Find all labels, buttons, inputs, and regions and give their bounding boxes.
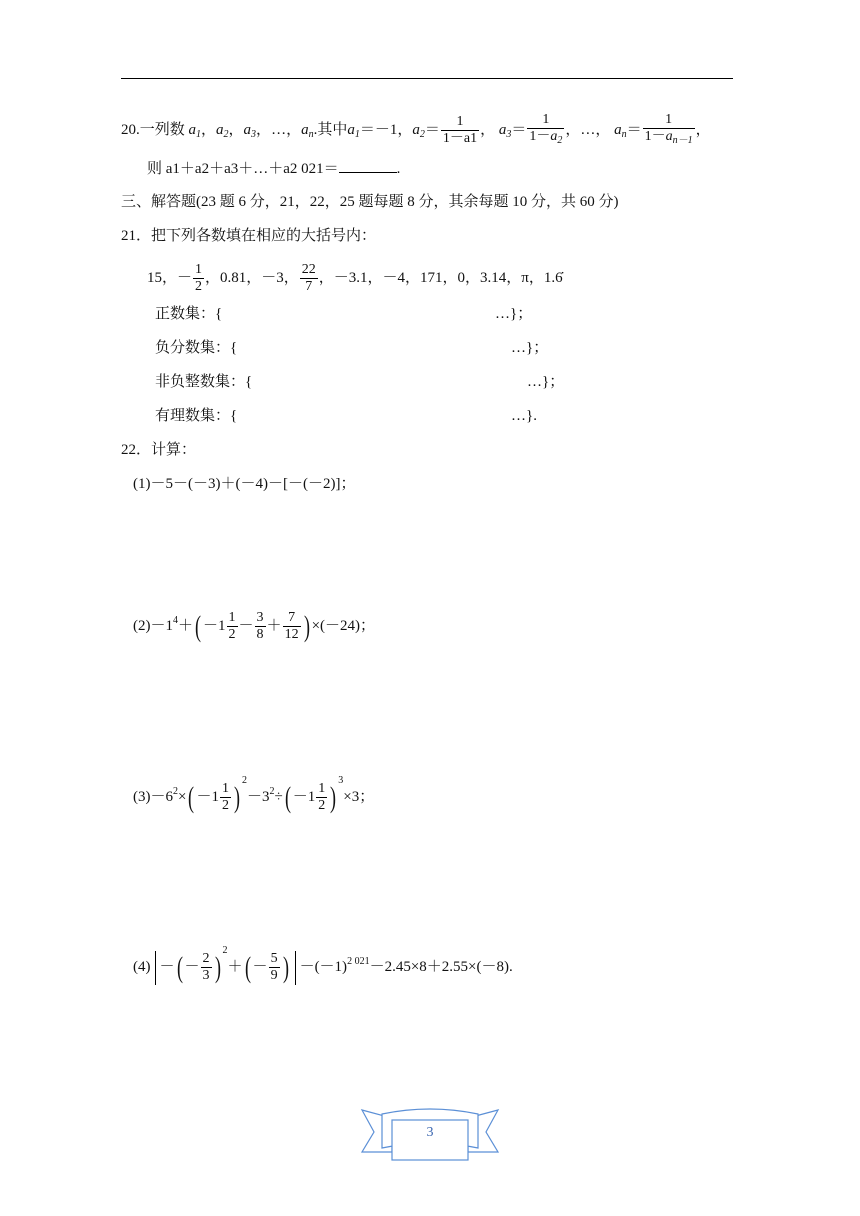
question-22-title: 22．计算：: [121, 442, 197, 458]
sum-expression: a1＋a2＋a3＋…＋a2 021＝: [165, 161, 339, 177]
fraction: $\frac{1}{1-a1}$: [442, 114, 478, 146]
fraction: $\frac{3}{8}$: [256, 610, 264, 642]
fraction: $\frac{22}{7}$: [301, 262, 316, 294]
question-21-title: 21．把下列各数填在相应的大括号内：: [121, 228, 377, 244]
q20-a1: $a_1$: [188, 121, 202, 140]
problem-22-2: $(2)-1^4+( -1$ $\frac{1}{2}$ － $\frac{3}{8}$ ＋ $\frac{7}{12}$ ) ×(－24)；: [133, 609, 376, 643]
question-20: 20.一列数 $a_1$，$a_2$，$a_3$，…，$a_n$.其中$a_1=-1$，$a_2=$ $\frac{1}{1-a1}$ ， $a_3=$ $\frac{1}{1-a_2}$ ，…， $a_n=$ $\frac{1}{1-a_{n-1}}$ ，: [121, 112, 711, 149]
fraction: $\frac{1}{1-a_2}$: [527, 112, 564, 149]
abs-bar: [155, 951, 156, 985]
fraction: $\frac{1}{1-a_{n-1}}$: [643, 112, 695, 149]
page-number: 3: [426, 1125, 434, 1140]
fraction: $\frac{1}{2}$: [195, 262, 203, 294]
page-number-ribbon: [360, 1108, 500, 1168]
fraction: $\frac{2}{3}$: [202, 951, 210, 984]
set-positive[interactable]: 正数集：{ …}；: [155, 306, 533, 322]
fraction: $\frac{5}{9}$: [270, 951, 278, 984]
fraction: $\frac{7}{12}$: [284, 610, 299, 642]
problem-22-3: $(3)-6^2\times( -1$ $\frac{1}{2}$ )$^2-3^2\div( -1$ $\frac{1}{2}$ )$^3$×3；: [133, 775, 375, 814]
section-3-title: 三、解答题(23 题 6 分，21，22，25 题每题 8 分，其余每题 10 分，共 60 分): [121, 194, 619, 210]
answer-blank[interactable]: [339, 158, 397, 173]
problem-22-1: (1)－5－(－3)＋(－4)－[－(－2)]；: [133, 476, 356, 492]
fraction: $\frac{1}{2}$: [318, 781, 326, 814]
set-nonnegative-integer[interactable]: 非负整数集：{ …}；: [155, 374, 565, 390]
question-21-numbers: 15，－ $\frac{1}{2}$ ，0.81，－3， $\frac{22}{7}$ ，－3.1，－4，171，0，3.14，π，1.6̇: [147, 262, 563, 294]
question-20-line2: 则 a1＋a2＋a3＋…＋a2 021＝ .: [147, 158, 400, 179]
problem-22-4: (4) －( － $\frac{2}{3}$ )$^2$＋( － $\frac{5}{9}$ ) $-(-1)^{2 021}-2.45\times 8+2.55\times(-8)$.: [133, 945, 513, 984]
set-rational[interactable]: 有理数集：{ …}.: [155, 408, 537, 424]
fraction: $\frac{1}{2}$: [228, 610, 236, 642]
fraction: $\frac{1}{2}$: [221, 781, 229, 814]
header-rule: [121, 78, 733, 79]
abs-bar: [295, 951, 296, 985]
set-negative-fraction[interactable]: 负分数集：{ …}；: [155, 340, 549, 356]
